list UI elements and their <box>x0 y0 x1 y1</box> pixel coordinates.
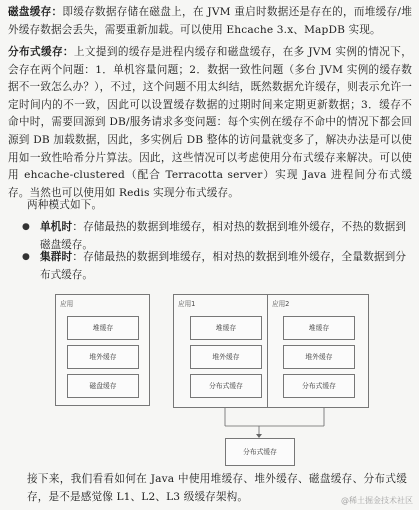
app1-heap-cache: 堆缓存 <box>190 316 262 340</box>
term-single-machine: 单机时 <box>40 221 73 233</box>
paragraph-disk-cache <box>8 4 412 39</box>
distributed-cache-text: 上文提到的缓存是进程内缓存和磁盘缓存，在多 JVM 实例的情况下，会存在两个问题：1．单机容量问题；2．数据一致性问题（多台 JVM 实例的缓存数据不一致怎么办？），不过，这个问题不用太纠结，既然数据允许缓存，则表示允许一定时间内的不一致，因此可以设置缓存数据的过期时间来定期更新数据；3．缓存不命中时，需要回源到 DB/服务请求多变问题：每个实例在缓存不命中的情况下都会回源到 DB 加载数据，因此，多实例后 DB 整体的访问量就变多了，解决办法是可以使用如一致性哈希分片算法。因此，这些情况可以考虑使用分布式缓存来解决。可以使用 ehcache-clustered（配合 Terracotta server）实现 Java 进程间分布式缓存。当然也可以使用如 Redis 实现分布式缓存。 <box>8 46 412 199</box>
app-label-single: 应用 <box>60 300 74 308</box>
bullet-dot: ● <box>22 252 30 262</box>
shared-distributed-cache: 分布式缓存 <box>225 438 295 466</box>
single-machine-text: ：存储最热的数据到堆缓存，相对热的数据到堆外缓存，不热的数据到磁盘缓存。 <box>40 221 406 251</box>
term-disk-cache: 磁盘缓存： <box>8 6 63 18</box>
app-label-2: 应用2 <box>272 300 290 308</box>
term-cluster: 集群时 <box>40 251 73 263</box>
paragraph-two-modes: 两种模式如下。 <box>27 199 103 211</box>
paragraph-next: 接下来，我们看看如何在 Java 中使用堆缓存、堆外缓存、磁盘缓存、分布式缓存，是不是感觉像 L1、L2、L3 级缓存架构。 <box>27 473 407 503</box>
app2-heap-cache: 堆缓存 <box>283 316 355 340</box>
paragraph-distributed-cache <box>8 44 412 202</box>
watermark: @稀土掘金技术社区 <box>341 496 413 505</box>
single-offheap-cache: 堆外缓存 <box>67 345 139 369</box>
app2-distributed-cache: 分布式缓存 <box>283 374 355 398</box>
single-disk-cache: 磁盘缓存 <box>67 374 139 398</box>
term-distributed-cache: 分布式缓存： <box>8 46 74 58</box>
app1-offheap-cache: 堆外缓存 <box>190 345 262 369</box>
bullet-dot: ● <box>22 222 30 232</box>
single-heap-cache: 堆缓存 <box>67 316 139 340</box>
cache-architecture-diagram <box>55 286 375 472</box>
bullet-cluster <box>22 249 406 284</box>
app2-offheap-cache: 堆外缓存 <box>283 345 355 369</box>
cluster-text: ：存储最热的数据到堆缓存，相对热的数据到堆外缓存，全量数据到分布式缓存。 <box>40 251 406 281</box>
app-label-1: 应用1 <box>178 300 196 308</box>
disk-cache-text: 即缓存数据存储在磁盘上，在 JVM 重启时数据还是存在的，而堆缓存/堆外缓存数据会丢失，需要重新加载。可以使用 Ehcache 3.x、MapDB 实现。 <box>8 6 413 36</box>
app1-distributed-cache: 分布式缓存 <box>190 374 262 398</box>
